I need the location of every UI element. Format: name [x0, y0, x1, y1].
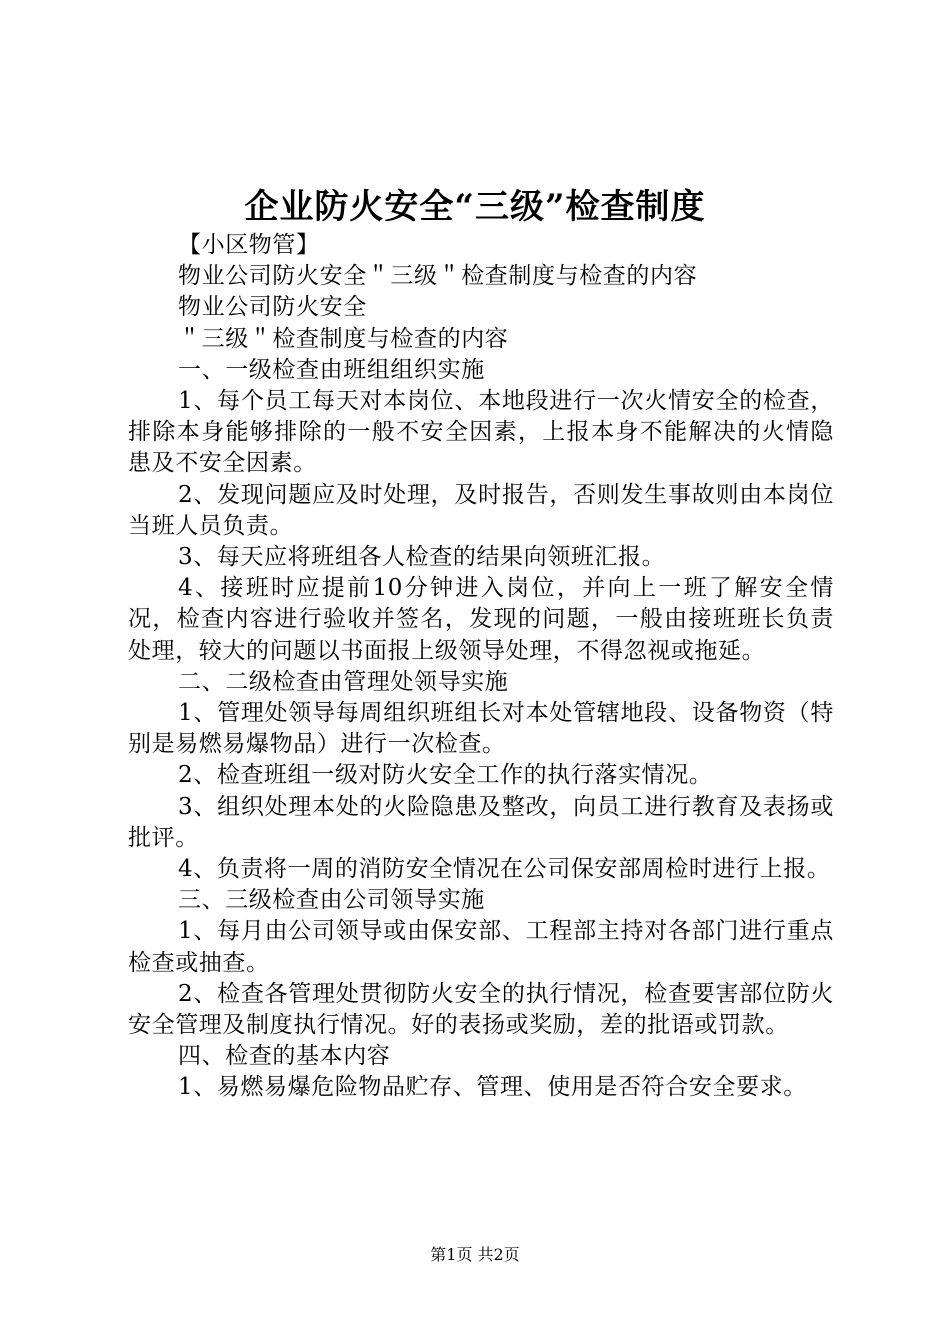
- document-title: 企业防火安全“三级”检查制度: [244, 187, 706, 227]
- section-heading: 一、一级检查由班组组织实施: [178, 356, 485, 383]
- paragraph: 物业公司防火安全＂三级＂检查制度与检查的内容: [178, 263, 698, 290]
- paragraph: ＂三级＂检查制度与检查的内容: [178, 325, 509, 352]
- paragraph: 1、管理处领导每周组织班组长对本处管辖地段、设备物资（特别是易燃易爆物品）进行一次检查。: [128, 700, 834, 758]
- document-body: [128, 230, 834, 1104]
- page-footer: 第1页 共2页: [430, 1245, 520, 1264]
- paragraph: 3、组织处理本处的火险隐患及整改，向员工进行教育及表扬或批评。: [128, 793, 834, 851]
- paragraph: 4、负责将一周的消防安全情况在公司保安部周检时进行上报。: [178, 856, 831, 883]
- paragraph: 2、发现问题应及时处理，及时报告，否则发生事故则由本岗位当班人员负责。: [128, 481, 834, 539]
- paragraph: 物业公司防火安全: [178, 294, 367, 321]
- section-heading: 四、检查的基本内容: [178, 1043, 391, 1070]
- paragraph: 4、接班时应提前10分钟进入岗位，并向上一班了解安全情况，检查内容进行验收并签名，发现的问题，一般由接班班长负责处理，较大的问题以书面报上级领导处理，不得忽视或拖延。: [128, 575, 834, 664]
- paragraph: 1、每月由公司领导或由保安部、工程部主持对各部门进行重点检查或抽查。: [128, 918, 834, 976]
- section-heading: 二、二级检查由管理处领导实施: [178, 668, 509, 695]
- paragraph: 1、易燃易爆危险物品贮存、管理、使用是否符合安全要求。: [178, 1074, 807, 1101]
- section-heading: 三、三级检查由公司领导实施: [178, 887, 485, 914]
- paragraph: 3、每天应将班组各人检查的结果向领班汇报。: [178, 544, 666, 571]
- paragraph: 【小区物管】: [178, 232, 320, 258]
- paragraph: 2、检查各管理处贯彻防火安全的执行情况，检查要害部位防火安全管理及制度执行情况。好的表扬或奖励，差的批语或罚款。: [128, 980, 834, 1039]
- paragraph: 2、检查班组一级对防火安全工作的执行落实情况。: [178, 762, 713, 789]
- paragraph: 1、每个员工每天对本岗位、本地段进行一次火情安全的检查，排除本身能够排除的一般不安全因素，上报本身不能解决的火情隐患及不安全因素。: [128, 388, 834, 477]
